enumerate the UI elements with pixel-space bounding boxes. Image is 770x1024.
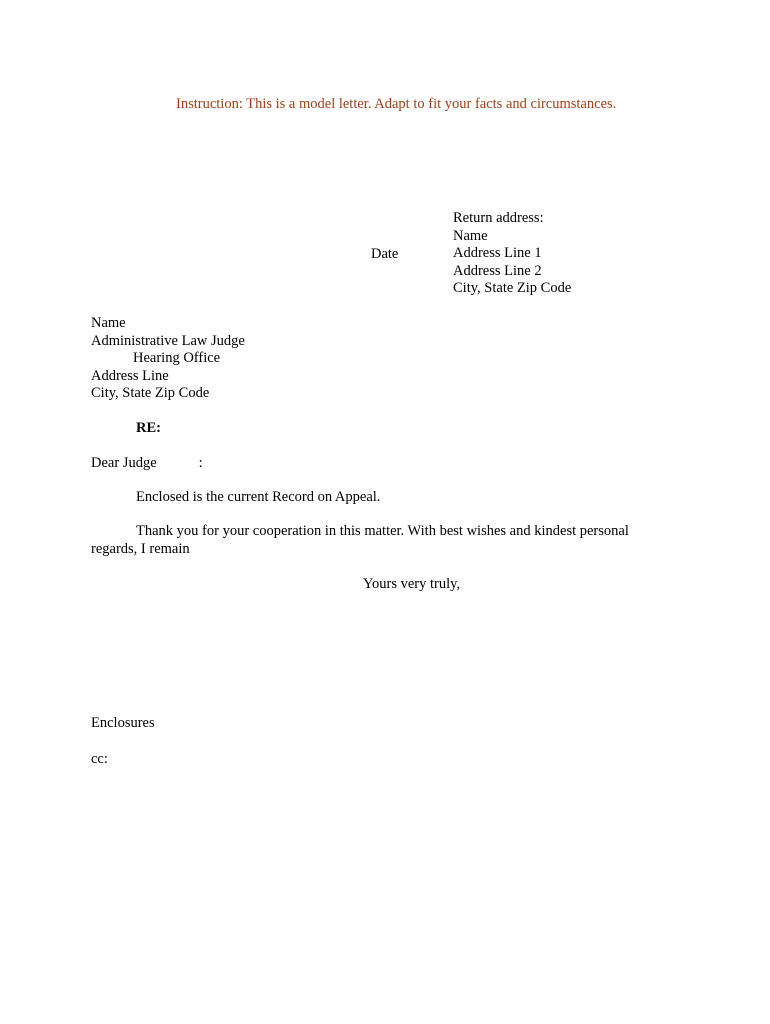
recipient-address: Address Line (91, 367, 169, 384)
instruction-note: Instruction: This is a model letter. Adapt to fit your facts and circumstances. (176, 96, 617, 112)
recipient-office: Hearing Office (133, 350, 221, 366)
re-label: RE: (136, 420, 161, 436)
recipient-city: City, State Zip Code (91, 385, 210, 401)
return-address-line2: Address Line 2 (453, 262, 542, 279)
return-address-heading: Return address: (453, 210, 544, 226)
return-address-block (453, 210, 571, 298)
body-paragraph-2: Thank you for your cooperation in this matter. With best wishes and kindest personal regards, I remain (91, 523, 629, 557)
enclosures-label: Enclosures (91, 715, 155, 731)
recipient-name: Name (91, 315, 126, 331)
return-address-city: City, State Zip Code (453, 280, 572, 296)
cc-label: cc: (91, 751, 108, 767)
closing: Yours very truly, (363, 576, 461, 592)
salutation (91, 454, 203, 472)
recipient-title: Administrative Law Judge (91, 332, 245, 349)
salutation-colon: : (198, 455, 203, 471)
salutation-text: Dear Judge (91, 455, 157, 471)
recipient-address-block (91, 315, 245, 403)
return-address-line1: Address Line 1 (453, 245, 542, 261)
date-label: Date (371, 246, 399, 262)
return-address-name: Name (453, 227, 488, 244)
body-paragraph-1: Enclosed is the current Record on Appeal. (136, 489, 381, 505)
